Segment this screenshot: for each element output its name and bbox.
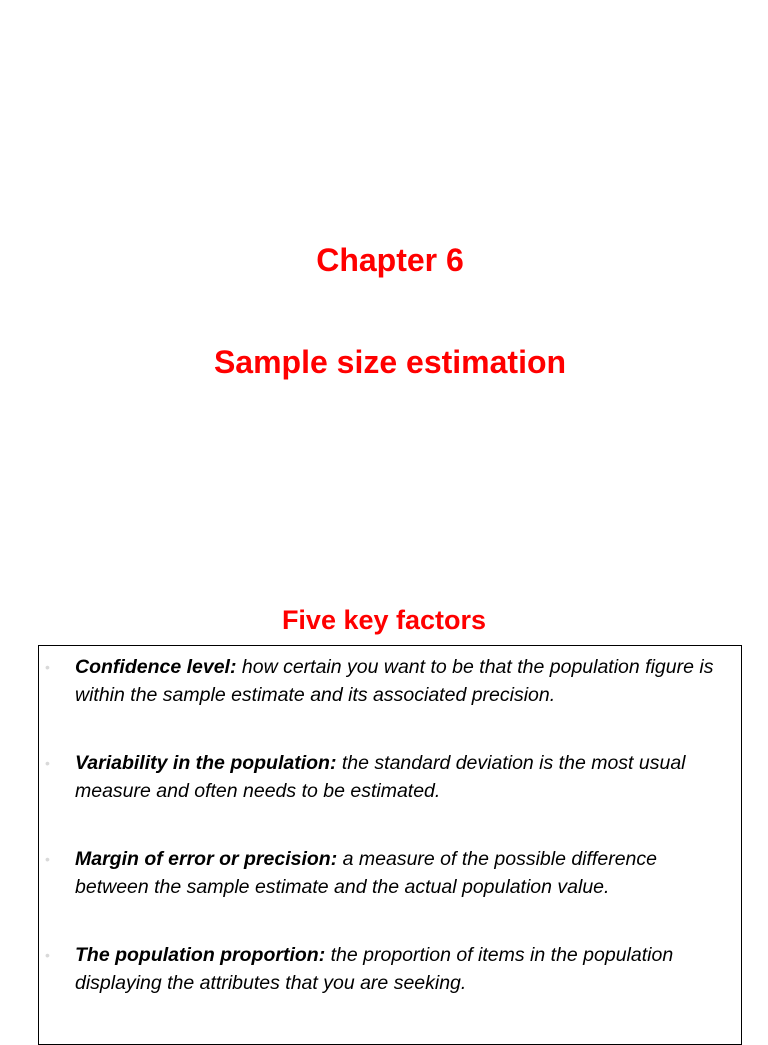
chapter-subtitle: Sample size estimation: [213, 344, 567, 380]
factors-box: [38, 645, 742, 1045]
chapter-title: Chapter 6: [316, 242, 464, 278]
factors-heading: Five key factors: [281, 605, 487, 635]
factor-item-population-proportion: [39, 941, 741, 997]
factor-term: Variability in the population:: [75, 752, 337, 774]
bullet-icon: •: [45, 851, 50, 867]
factor-description: how certain you want to be that the population figure is within the sample estimate and its associated precision.: [75, 656, 714, 706]
bullet-icon: •: [45, 947, 50, 963]
factor-term: Confidence level:: [75, 656, 237, 678]
factor-term: Margin of error or precision:: [75, 848, 338, 870]
factor-list: [39, 653, 741, 997]
factor-term: The population proportion:: [75, 944, 326, 966]
factor-description: the standard deviation is the most usual measure and often needs to be estimated.: [75, 752, 686, 802]
factor-description: a measure of the possible difference between the sample estimate and the actual population value.: [75, 848, 657, 898]
bullet-icon: •: [45, 755, 50, 771]
factor-item-variability: [39, 749, 741, 805]
bullet-icon: •: [45, 659, 50, 675]
factor-description: the proportion of items in the population displaying the attributes that you are seeking.: [75, 944, 674, 994]
factor-item-margin-of-error: [39, 845, 741, 901]
factor-item-confidence-level: [39, 653, 741, 709]
